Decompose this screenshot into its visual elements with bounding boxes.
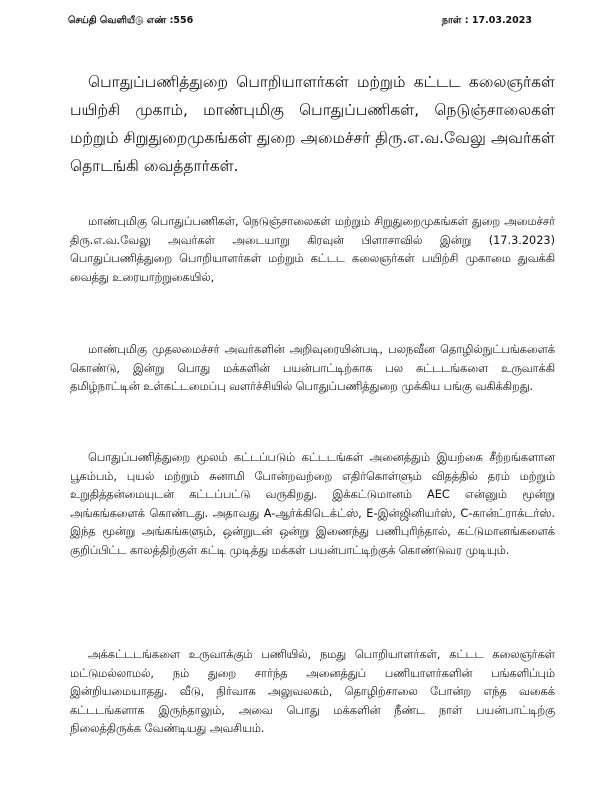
press-release-header [68, 15, 532, 31]
paragraph-text: மாண்புமிகு பொதுப்பணிகள், நெடுஞ்சாலைகள் மற்றும் சிறுதுறைமுகங்கள் துறை அமைச்சர் திரு.எ.வ.வேலு அவர்கள் அடையாறு கிரவுன் பிளாசாவில் இன்று (17.3.2023) பொதுப்பணித்துறை பொறியாளர்கள் மற்றும் கட்டட கலைஞர்கள் பயிற்சி முகாமை துவக்கி வைத்து உரையாற்றுகையில், [70, 215, 555, 284]
paragraph-2 [70, 341, 555, 397]
release-date: நாள் : 17.03.2023 [441, 15, 532, 26]
release-number: செய்தி வெளியீடு எண் :556 [68, 15, 194, 26]
paragraph-4 [70, 646, 555, 739]
paragraph-text: மாண்புமிகு முதலமைச்சர் அவர்களின் அறிவுரையின்படி, பலநவீன தொழில்நுட்பங்களைக் கொண்டு, இன்று பொது மக்களின் பயன்பாட்டிற்காக பல கட்டடங்களை உருவாக்கி தமிழ்நாட்டின் உள்கட்டமைப்பு வளர்ச்சியில் பொதுப்பணித்துறை முக்கிய பங்கு வகிக்கிறது. [70, 343, 555, 394]
paragraph-3 [70, 449, 555, 561]
paragraph-text: பொதுப்பணித்துறை மூலம் கட்டப்படும் கட்டடங்கள் அனைத்தும் இயற்கை சீற்றங்களான பூகம்பம், புயல் மற்றும் சுனாமி போன்றவற்றை எதிர்கொள்ளும் விதத்தில் தரம் மற்றும் உறுதித்தன்மையுடன் கட்டப்பட்டு வருகிறது. இக்கட்டுமானம் AEC என்னும் மூன்று அங்கங்களைக் கொண்டது. அதாவது A-ஆர்க்கிடெக்ட்ஸ், E-இன்ஜினியர்ஸ், C-கான்ட்ராக்டர்ஸ். இந்த மூன்று அங்கங்களும், ஒன்றுடன் ஒன்று இணைந்து பணிபுரிந்தால், கட்டுமானங்களைக் குறிப்பிட்ட காலத்திற்குள் கட்டி முடித்து மக்கள் பயன்பாட்டிற்குக் கொண்டுவர முடியும். [70, 451, 555, 557]
headline [70, 68, 555, 180]
headline-text: பொதுப்பணித்துறை பொறியாளர்கள் மற்றும் கட்டட கலைஞர்கள் பயிற்சி முகாம், மாண்புமிகு பொதுப்பணிகள், நெடுஞ்சாலைகள் மற்றும் சிறுதுறைமுகங்கள் துறை அமைச்சர் திரு.எ.வ.வேலு அவர்கள் தொடங்கி வைத்தார்கள். [70, 73, 555, 175]
paragraph-1 [70, 213, 555, 287]
paragraph-text: அக்கட்டடங்களை உருவாக்கும் பணியில், நமது பொறியாளர்கள், கட்டட கலைஞர்கள் மட்டுமல்லாமல், நம் துறை சார்ந்த அனைத்துப் பணியாளர்களின் பங்களிப்பும் இன்றியமையாதது. வீடு, நிர்வாக அலுவலகம், தொழிற்சாலை போன்ற எந்த வகைக் கட்டடங்களாக இருந்தாலும், அவை பொது மக்களின் நீண்ட நாள் பயன்பாட்டிற்கு நிலைத்திருக்க வேண்டியது அவசியம். [70, 648, 555, 736]
